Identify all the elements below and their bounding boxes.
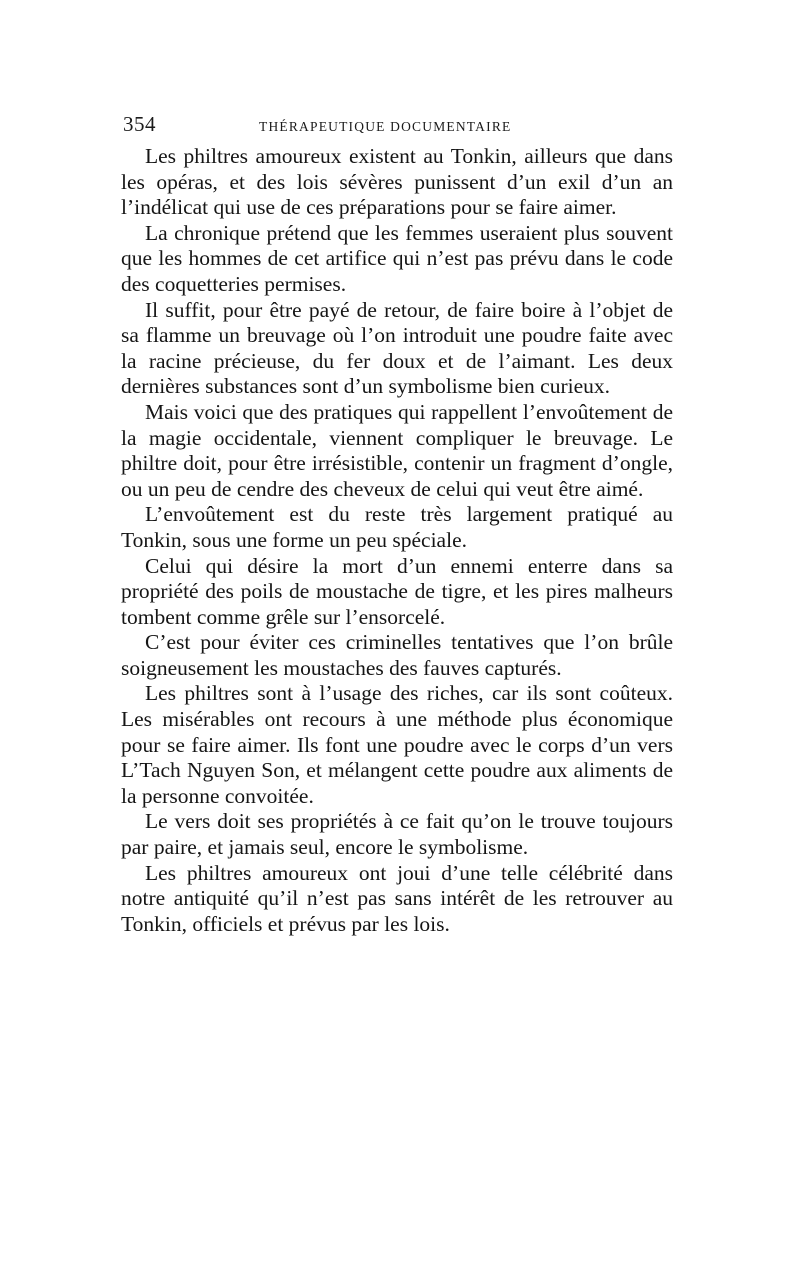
running-title: THÉRAPEUTIQUE DOCUMENTAIRE <box>259 119 512 134</box>
paragraph: Les philtres amoureux existent au Tonkin, ailleurs que dans les opéras, et des lois sévères punissent d’un exil d’un an l’indélicat qui use de ces préparations pour se faire aimer. <box>121 144 673 220</box>
body-text <box>121 144 673 937</box>
running-header <box>121 112 673 140</box>
book-page <box>121 112 673 937</box>
paragraph: Il suffit, pour être payé de retour, de faire boire à l’objet de sa flamme un breuvage où l’on introduit une poudre faite avec la racine précieuse, du fer doux et de l’aimant. Les deux dernières substances sont d’un symbolisme bien curieux. <box>121 297 673 399</box>
paragraph: La chronique prétend que les femmes useraient plus souvent que les hommes de cet artifice qui n’est pas prévu dans le code des coquetteries permises. <box>121 220 673 296</box>
paragraph: Les philtres sont à l’usage des riches, car ils sont coûteux. Les misérables ont recours à une méthode plus économique pour se faire aimer. Ils font une poudre avec le corps d’un vers L’Tach Nguyen Son, et mélangent cette poudre aux aliments de la personne convoitée. <box>121 681 673 808</box>
paragraph: Les philtres amoureux ont joui d’une telle célébrité dans notre antiquité qu’il n’est pas sans intérêt de les retrouver au Tonkin, officiels et prévus par les lois. <box>121 860 673 936</box>
paragraph: L’envoûtement est du reste très largement pratiqué au Tonkin, sous une forme un peu spéciale. <box>121 502 673 552</box>
paragraph: Mais voici que des pratiques qui rappellent l’envoûtement de la magie occidentale, viennent compliquer le breuvage. Le philtre doit, pour être irrésistible, contenir un fragment d’ongle, ou un peu de cendre des cheveux de celui qui veut être aimé. <box>121 399 673 501</box>
paragraph: Le vers doit ses propriétés à ce fait qu’on le trouve toujours par paire, et jamais seul, encore le symbolisme. <box>121 809 673 860</box>
paragraph: C’est pour éviter ces criminelles tentatives que l’on brûle soigneusement les moustaches des fauves capturés. <box>121 630 673 680</box>
page-number: 354 <box>123 112 156 136</box>
paragraph: Celui qui désire la mort d’un ennemi enterre dans sa propriété des poils de moustache de tigre, et les pires malheurs tombent comme grêle sur l’ensorcelé. <box>121 553 673 629</box>
